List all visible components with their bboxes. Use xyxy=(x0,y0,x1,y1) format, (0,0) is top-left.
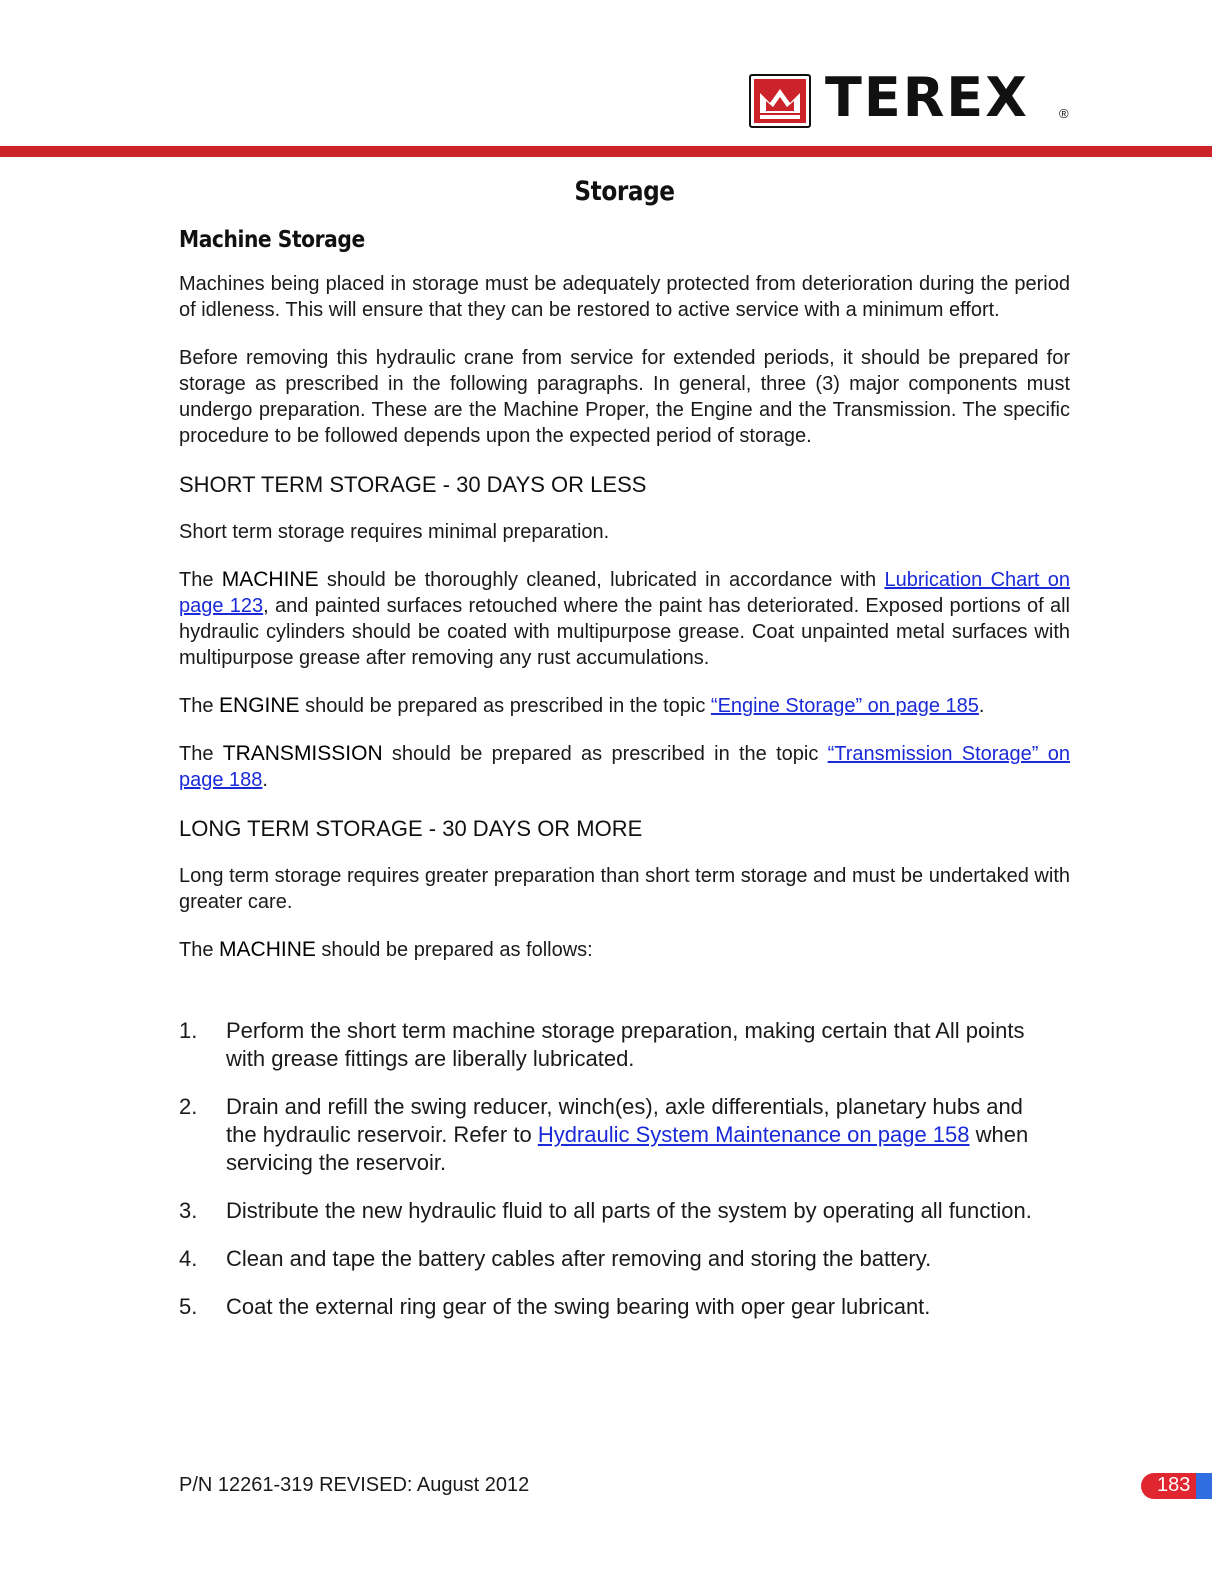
paragraph: Machines being placed in storage must be adequately protected from deterioration during the period of idleness. This will ensure that they can be restored to active service with a minimum effort. xyxy=(179,273,1070,321)
step-number: 3. xyxy=(179,1198,198,1223)
page-number: 183 xyxy=(1157,1474,1191,1496)
step-text: Drain and refill the swing reducer, winch(es), axle differentials, planetary hubs and the hydraulic reservoir. Refer to Hydraulic System Maintenance on page 158 when servicing the reservoir. xyxy=(226,1094,1029,1175)
section-heading-machine-storage: Machine Storage xyxy=(179,227,365,253)
page-title: Storage xyxy=(574,176,675,207)
footer-part-number: P/N 12261-319 REVISED: August 2012 xyxy=(179,1474,530,1496)
paragraph-transmission: The TRANSMISSION should be prepared as prescribed in the topic “Transmission Storage” on page 188. xyxy=(179,742,1070,791)
link-engine-storage[interactable]: “Engine Storage” on page 185 xyxy=(710,695,979,717)
paragraph: Short term storage requires minimal preparation. xyxy=(179,521,610,543)
link-transmission-storage[interactable]: “Transmission Storage” on page 188 xyxy=(179,743,1070,791)
logo-wordmark: TEREX xyxy=(825,66,1029,129)
registered-mark: ® xyxy=(1059,106,1069,121)
steps-list xyxy=(179,1017,1070,1321)
keyword-machine: MACHINE xyxy=(221,568,319,591)
paragraph-machine-long: The MACHINE should be prepared as follows: xyxy=(179,938,593,961)
keyword-engine: ENGINE xyxy=(219,694,300,717)
paragraph-engine: The ENGINE should be prepared as prescribed in the topic “Engine Storage” on page 185. xyxy=(179,694,985,717)
subheading-short-term: SHORT TERM STORAGE - 30 DAYS OR LESS xyxy=(179,472,647,497)
list-item xyxy=(179,1017,1070,1073)
page-tab-accent xyxy=(1196,1473,1212,1499)
header-divider xyxy=(0,146,1212,157)
page-number-badge xyxy=(1141,1473,1212,1499)
step-number: 1. xyxy=(179,1018,198,1043)
subheading-long-term: LONG TERM STORAGE - 30 DAYS OR MORE xyxy=(179,816,643,841)
list-item xyxy=(179,1093,1070,1177)
keyword-machine: MACHINE xyxy=(219,938,316,961)
step-number: 4. xyxy=(179,1246,198,1271)
step-number: 5. xyxy=(179,1294,198,1319)
paragraph: Long term storage requires greater preparation than short term storage and must be undertaked with greater care. xyxy=(179,865,1070,913)
paragraph: Before removing this hydraulic crane from service for extended periods, it should be prepared for storage as prescribed in the following paragraphs. In general, three (3) major components must undergo preparation. These are the Machine Proper, the Engine and the Transmission. The specific procedure to be followed depends upon the expected period of storage. xyxy=(179,347,1070,447)
terex-crown-icon xyxy=(749,74,811,128)
list-item xyxy=(179,1245,1070,1273)
list-item xyxy=(179,1293,1070,1321)
step-text: Clean and tape the battery cables after removing and storing the battery. xyxy=(226,1246,932,1271)
step-text: Perform the short term machine storage preparation, making certain that All points with grease fittings are liberally lubricated. xyxy=(226,1018,1025,1071)
keyword-transmission: TRANSMISSION xyxy=(222,742,383,765)
link-hydraulic-system-maintenance[interactable]: Hydraulic System Maintenance on page 158 xyxy=(537,1122,970,1147)
step-text: Coat the external ring gear of the swing bearing with oper gear lubricant. xyxy=(226,1294,931,1319)
step-number: 2. xyxy=(179,1094,198,1119)
page-content xyxy=(179,176,1070,1341)
link-lubrication-chart[interactable]: Lubrication Chart on page 123 xyxy=(179,569,1070,617)
list-item xyxy=(179,1197,1070,1225)
paragraph-machine-short: The MACHINE should be thoroughly cleaned, lubricated in accordance with Lubrication Chart on page 123, and painted surfaces retouched where the paint has deteriorated. Exposed portions of all hydraulic cylinders should be coated with multipurpose grease. Coat unpainted metal surfaces with multipurpose grease after removing any rust accumulations. xyxy=(179,568,1070,669)
step-text: Distribute the new hydraulic fluid to all parts of the system by operating all function. xyxy=(226,1198,1032,1223)
